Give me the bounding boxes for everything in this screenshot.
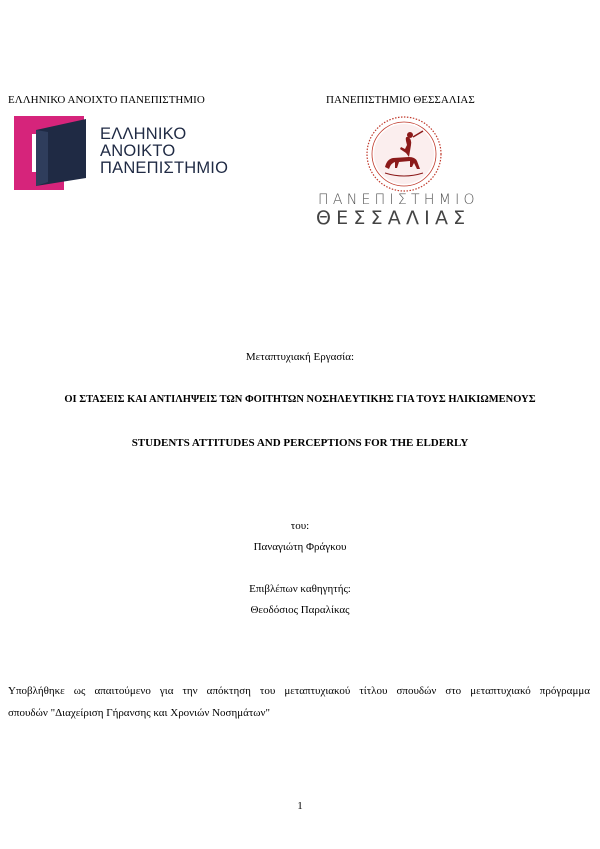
- page-number: 1: [297, 800, 303, 812]
- supervisor-label: Επιβλέπων καθηγητής:: [249, 583, 351, 595]
- right-institution-name: ΠΑΝΕΠΙΣΤΗΜΙΟ ΘΕΣΣΑΛΙΑΣ: [326, 94, 475, 106]
- title-greek: ΟΙ ΣΤΑΣΕΙΣ ΚΑΙ ΑΝΤΙΛΗΨΕΙΣ ΤΩΝ ΦΟΙΤΗΤΩΝ ΝΟΣΗΛΕΥΤΙΚΗΣ ΓΙΑ ΤΟΥΣ ΗΛΙΚΙΩΜΕΝΟΥΣ: [64, 394, 536, 405]
- left-institution-name: ΕΛΛΗΝΙΚΟ ΑΝΟΙΧΤΟ ΠΑΝΕΠΙΣΤΗΜΙΟ: [8, 94, 205, 106]
- submission-line-1: Υποβλήθηκε ως απαιτούμενο για την απόκτηση του μεταπτυχιακού τίτλου σπουδών στο μεταπτυχιακό πρόγραμμα: [8, 685, 590, 697]
- eap-logo-line3: ΠΑΝΕΠΙΣΤΗΜΙΟ: [100, 159, 229, 177]
- title-english: STUDENTS ATTITUDES AND PERCEPTIONS FOR THE ELDERLY: [131, 437, 469, 449]
- uth-logo-line1: ΠΑΝΕΠΙΣΤΗΜΙΟ: [318, 192, 479, 208]
- supervisor-name: Θεοδόσιος Παραλίκας: [250, 604, 350, 616]
- uth-seal-icon: [365, 115, 443, 193]
- uth-logo-line2: ΘΕΣΣΑΛΙΑΣ: [316, 207, 471, 229]
- submission-line-2: σπουδών "Διαχείριση Γήρανσης και Χρονιών Νοσημάτων": [8, 707, 270, 719]
- eap-logo-mark-icon: [14, 116, 94, 190]
- eap-logo-text: [100, 126, 228, 177]
- submission-statement: [8, 680, 590, 724]
- by-label: του:: [290, 520, 310, 532]
- document-type-label: Μεταπτυχιακή Εργασία:: [245, 351, 355, 363]
- eap-logo-line1: ΕΛΛΗΝΙΚΟ: [100, 125, 187, 143]
- eap-logo: [14, 116, 234, 190]
- author-name: Παναγιώτη Φράγκου: [253, 541, 347, 553]
- eap-logo-line2: ΑΝΟΙΚΤΟ: [100, 142, 176, 160]
